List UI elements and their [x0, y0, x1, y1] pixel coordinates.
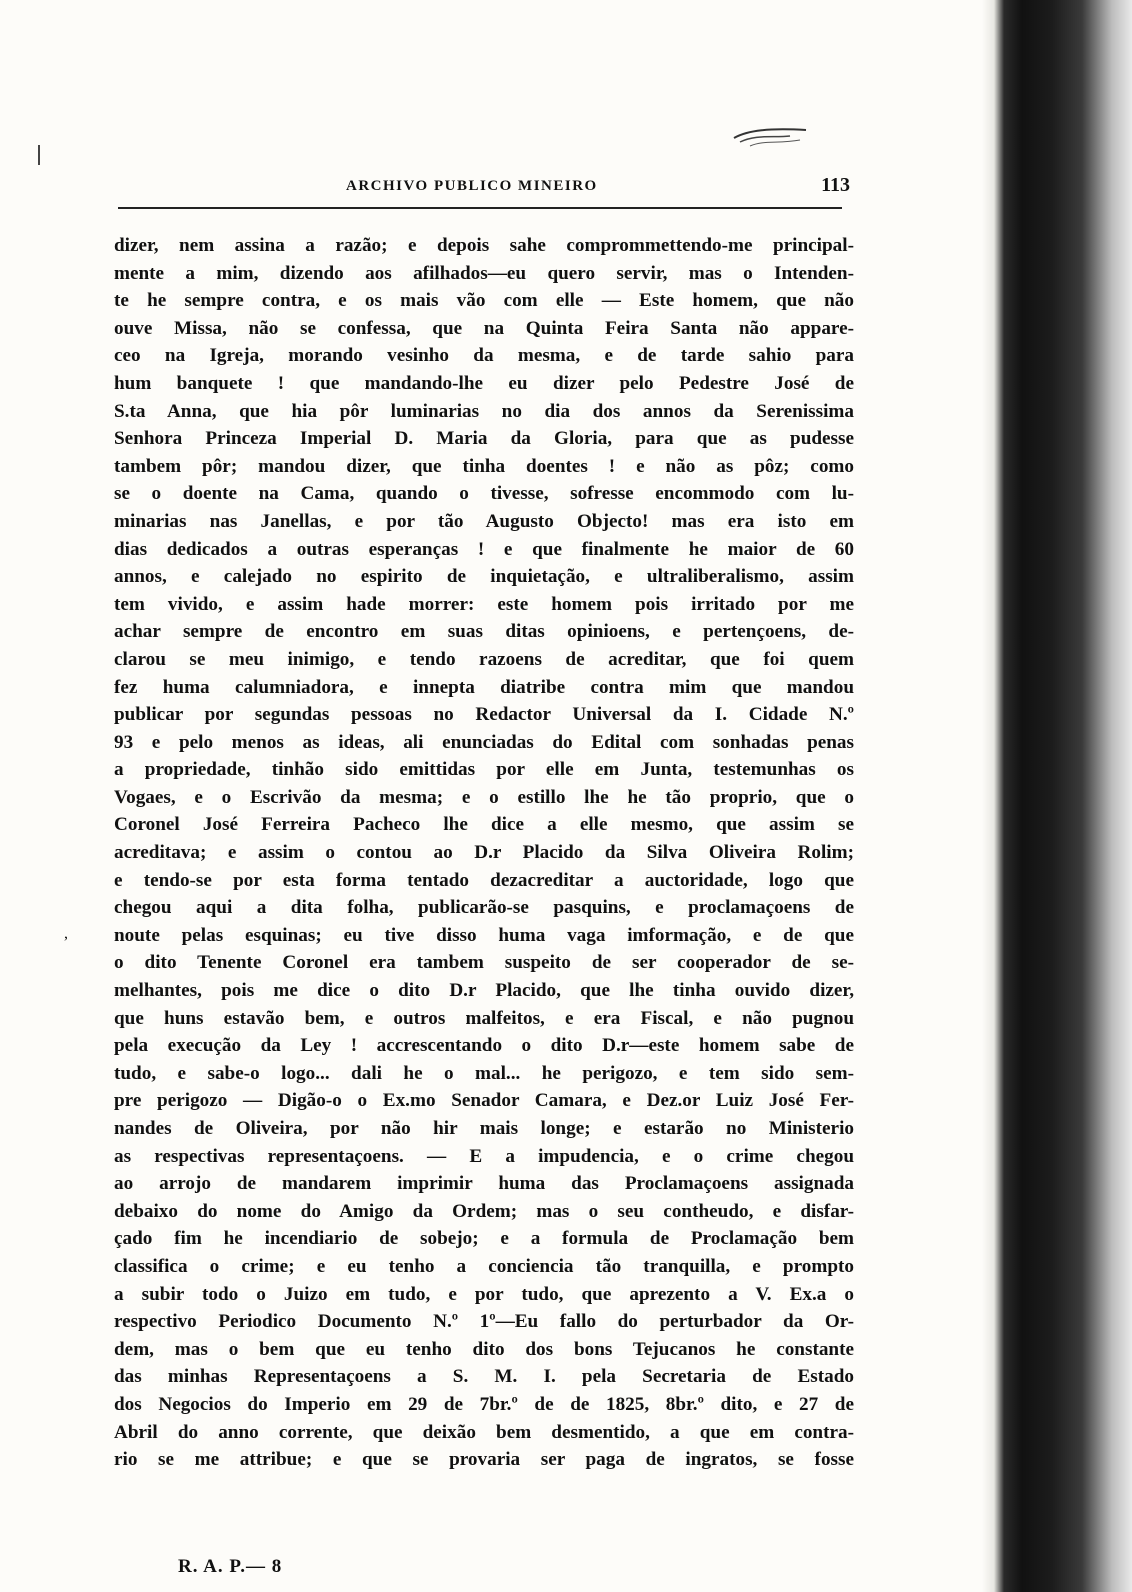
text-line: Vogaes, e o Escrivão da mesma; e o estillo lhe he tão proprio, que o	[114, 786, 854, 808]
text-line: minarias nas Janellas, e por tão Augusto Objecto! mas era isto em	[114, 510, 854, 532]
text-line: nandes de Oliveira, por não hir mais longe; e estarão no Ministerio	[114, 1118, 854, 1139]
text-line: as respectivas representaçoens. — E a impudencia, e o crime chegou	[114, 1145, 854, 1167]
text-line: o dito Tenente Coronel era tambem suspeito de ser cooperador de se-	[114, 952, 854, 974]
margin-mark	[38, 145, 40, 165]
text-line: melhantes, pois me dice o dito D.r Placido, que lhe tinha ouvido dizer,	[114, 980, 854, 1002]
text-line: que huns estavão bem, e outros malfeitos, e era Fiscal, e não pugnou	[114, 1007, 854, 1029]
text-line: ceo na Igreja, morando vesinho da mesma, e de tarde sahio para	[114, 345, 854, 367]
text-line: ao arrojo de mandarem imprimir huma das Proclamaçoens assignada	[114, 1173, 854, 1195]
text-line: tem vivido, e assim hade morrer: este homem pois irritado por me	[114, 593, 854, 615]
text-line: noute pelas esquinas; eu tive disso huma vaga imformação, e de que	[114, 924, 854, 946]
text-line: Abril do anno corrente, que deixão bem desmentido, a que em contra-	[114, 1421, 854, 1443]
text-line: das minhas Representaçoens a S. M. I. pela Secretaria de Estado	[114, 1366, 854, 1388]
header-rule	[118, 207, 842, 209]
page-number: 113	[821, 174, 850, 196]
text-line: annos, e calejado no espirito de inquietação, e ultraliberalismo, assim	[114, 566, 854, 588]
text-line: a subir todo o Juizo em tudo, e por tudo, que aprezento a V. Ex.a o	[114, 1283, 854, 1305]
text-line: dias dedicados a outras esperanças ! e que finalmente he maior de 60	[114, 538, 854, 560]
text-line: dizer, nem assina a razão; e depois sahe comprommettendo-me principal-	[114, 235, 854, 256]
text-line: a propriedade, tinhão sido emittidas por elle em Junta, testemunhas os	[114, 759, 854, 781]
text-line: classifica o crime; e eu tenho a conciencia tão tranquilla, e prompto	[114, 1255, 854, 1277]
ink-smudge	[730, 120, 810, 148]
running-header	[118, 174, 860, 202]
text-line: hum banquete ! que mandando-lhe eu dizer pelo Pedestre José de	[114, 372, 854, 394]
text-line: respectivo Periodico Documento N.º 1º—Eu fallo do perturbador da Or-	[114, 1311, 854, 1333]
text-line: rio se me attribue; e que se provaria ser paga de ingratos, se fosse	[114, 1449, 854, 1471]
text-line: fez huma calumniadora, e innepta diatribe contra mim que mandou	[114, 676, 854, 698]
text-line: chegou aqui a dita folha, publicarão-se pasquins, e proclamaçoens de	[114, 897, 854, 919]
text-line: dem, mas o bem que eu tenho dito dos bons Tejucanos he constante	[114, 1338, 854, 1360]
book-spine-shadow	[982, 0, 1132, 1592]
header-title: ARCHIVO PUBLICO MINEIRO	[346, 178, 598, 194]
text-line: se o doente na Cama, quando o tivesse, sofresse encommodo com lu-	[114, 483, 854, 505]
text-line: S.ta Anna, que hia pôr luminarias no dia dos annos da Serenissima	[114, 400, 854, 422]
footer-signature: R. A. P.— 8	[178, 1556, 283, 1577]
text-line: tudo, e sabe-o logo... dali he o mal... he perigozo, e tem sido sem-	[114, 1062, 854, 1084]
text-line: debaixo do nome do Amigo da Ordem; mas o seu contheudo, e disfar-	[114, 1200, 854, 1222]
text-line: mente a mim, dizendo aos afilhados—eu quero servir, mas o Intenden-	[114, 262, 854, 284]
text-line: clarou se meu inimigo, e tendo razoens de acreditar, que foi quem	[114, 648, 854, 670]
text-line: achar sempre de encontro em suas ditas opinioens, e pertençoens, de-	[114, 621, 854, 643]
text-line: pela execução da Ley ! accrescentando o dito D.r—este homem sabe de	[114, 1035, 854, 1057]
text-line: acreditava; e assim o contou ao D.r Placido da Silva Oliveira Rolim;	[114, 842, 854, 864]
text-line: ouve Missa, não se confessa, que na Quinta Feira Santa não appare-	[114, 317, 854, 339]
margin-comma-mark: ,	[64, 925, 68, 942]
body-text	[114, 232, 854, 1474]
text-line: 93 e pelo menos as ideas, ali enunciadas do Edital com sonhadas penas	[114, 731, 854, 753]
text-line: Senhora Princeza Imperial D. Maria da Gloria, para que as pudesse	[114, 428, 854, 450]
text-line: e tendo-se por esta forma tentado dezacreditar a auctoridade, logo que	[114, 869, 854, 891]
text-line: dos Negocios do Imperio em 29 de 7br.º de de 1825, 8br.º dito, e 27 de	[114, 1393, 854, 1415]
text-line: Coronel José Ferreira Pacheco lhe dice a elle mesmo, que assim se	[114, 814, 854, 836]
text-line: te he sempre contra, e os mais vão com elle — Este homem, que não	[114, 290, 854, 312]
text-line: publicar por segundas pessoas no Redactor Universal da I. Cidade N.º	[114, 704, 854, 726]
text-line: tambem pôr; mandou dizer, que tinha doentes ! e não as pôz; como	[114, 455, 854, 477]
text-line: pre perigozo — Digão-o o Ex.mo Senador Camara, e Dez.or Luiz José Fer-	[114, 1090, 854, 1112]
text-line: çado fim he incendiario de sobejo; e a formula de Proclamação bem	[114, 1228, 854, 1250]
